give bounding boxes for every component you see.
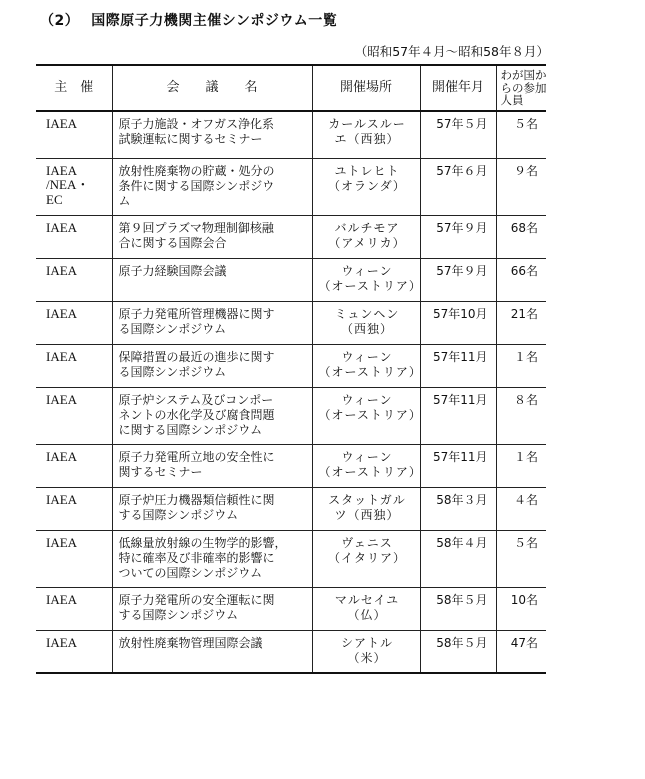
date-cell: 57年11月 — [420, 344, 496, 387]
participants-cell: 21名 — [496, 301, 546, 344]
header-venue: 開催場所 — [312, 65, 420, 111]
venue-cell: ウィーン （オーストリア） — [312, 387, 420, 444]
meeting-name-cell: 原子力施設・オフガス浄化系 試験運転に関するセミナー — [112, 111, 312, 158]
date-cell: 57年10月 — [420, 301, 496, 344]
venue-cell: ウィーン （オーストリア） — [312, 344, 420, 387]
table-row — [36, 158, 546, 215]
participants-cell: 47名 — [496, 630, 546, 673]
date-cell: 58年３月 — [420, 487, 496, 530]
table-row — [36, 258, 546, 301]
meeting-name-cell: 放射性廃棄物管理国際会議 — [112, 630, 312, 673]
table-row — [36, 530, 546, 587]
table-body — [36, 111, 546, 673]
table-row — [36, 111, 546, 158]
table-row — [36, 630, 546, 673]
organizer-cell: IAEA — [36, 344, 112, 387]
organizer-cell: IAEA — [36, 111, 112, 158]
date-cell: 57年９月 — [420, 215, 496, 258]
participants-cell: ９名 — [496, 158, 546, 215]
venue-cell: スタットガル ツ（西独） — [312, 487, 420, 530]
organizer-cell: IAEA /NEA・ EC — [36, 158, 112, 215]
participants-cell: 68名 — [496, 215, 546, 258]
organizer-cell: IAEA — [36, 387, 112, 444]
meeting-name-cell: 原子力発電所立地の安全性に 関するセミナー — [112, 444, 312, 487]
date-cell: 57年５月 — [420, 111, 496, 158]
heading-title: 国際原子力機関主催シンポジウム一覧 — [91, 13, 338, 29]
participants-cell: ５名 — [496, 111, 546, 158]
header-date: 開催年月 — [420, 65, 496, 111]
organizer-cell: IAEA — [36, 587, 112, 630]
document-heading — [40, 10, 337, 30]
table-row — [36, 444, 546, 487]
meeting-name-cell: 第９回プラズマ物理制御核融 合に関する国際会合 — [112, 215, 312, 258]
date-cell: 58年４月 — [420, 530, 496, 587]
header-organizer: 主 催 — [36, 65, 112, 111]
header-participants: わが国か らの参加 人員 — [496, 65, 546, 111]
venue-cell: マルセイユ （仏） — [312, 587, 420, 630]
header-meeting: 会 議 名 — [112, 65, 312, 111]
venue-cell: ウィーン （オーストリア） — [312, 444, 420, 487]
participants-cell: 10名 — [496, 587, 546, 630]
date-cell: 57年９月 — [420, 258, 496, 301]
meeting-name-cell: 低線量放射線の生物学的影響， 特に確率及び非確率的影響に ついての国際シンポジウム — [112, 530, 312, 587]
date-cell: 58年５月 — [420, 630, 496, 673]
symposium-table — [36, 64, 546, 674]
venue-cell: ウィーン （オーストリア） — [312, 258, 420, 301]
participants-cell: ５名 — [496, 530, 546, 587]
table-row — [36, 487, 546, 530]
organizer-cell: IAEA — [36, 301, 112, 344]
heading-number: （2） — [40, 13, 80, 29]
date-cell: 57年６月 — [420, 158, 496, 215]
participants-cell: ４名 — [496, 487, 546, 530]
table-row — [36, 387, 546, 444]
table-row — [36, 587, 546, 630]
organizer-cell: IAEA — [36, 444, 112, 487]
venue-cell: ユトレヒト （オランダ） — [312, 158, 420, 215]
participants-cell: ８名 — [496, 387, 546, 444]
venue-cell: ヴェニス （イタリア） — [312, 530, 420, 587]
meeting-name-cell: 原子炉圧力機器類信頼性に関 する国際シンポジウム — [112, 487, 312, 530]
participants-cell: １名 — [496, 444, 546, 487]
meeting-name-cell: 原子力発電所の安全運転に関 する国際シンポジウム — [112, 587, 312, 630]
organizer-cell: IAEA — [36, 487, 112, 530]
venue-cell: ミュンヘン （西独） — [312, 301, 420, 344]
organizer-cell: IAEA — [36, 530, 112, 587]
meeting-name-cell: 原子力発電所管理機器に関す る国際シンポジウム — [112, 301, 312, 344]
organizer-cell: IAEA — [36, 215, 112, 258]
venue-cell: カールスルー エ（西独） — [312, 111, 420, 158]
period-note: （昭和57年４月〜昭和58年８月） — [354, 44, 549, 59]
meeting-name-cell: 原子炉システム及びコンポー ネントの水化学及び腐食問題 に関する国際シンポジウム — [112, 387, 312, 444]
meeting-name-cell: 原子力経験国際会議 — [112, 258, 312, 301]
organizer-cell: IAEA — [36, 630, 112, 673]
table-row — [36, 301, 546, 344]
date-cell: 57年11月 — [420, 387, 496, 444]
participants-cell: 66名 — [496, 258, 546, 301]
venue-cell: バルチモア （アメリカ） — [312, 215, 420, 258]
meeting-name-cell: 放射性廃棄物の貯蔵・処分の 条件に関する国際シンポジウ ム — [112, 158, 312, 215]
table-header-row — [36, 65, 546, 111]
table-row — [36, 215, 546, 258]
table-row — [36, 344, 546, 387]
venue-cell: シアトル （米） — [312, 630, 420, 673]
date-cell: 57年11月 — [420, 444, 496, 487]
participants-cell: １名 — [496, 344, 546, 387]
meeting-name-cell: 保障措置の最近の進歩に関す る国際シンポジウム — [112, 344, 312, 387]
organizer-cell: IAEA — [36, 258, 112, 301]
date-cell: 58年５月 — [420, 587, 496, 630]
